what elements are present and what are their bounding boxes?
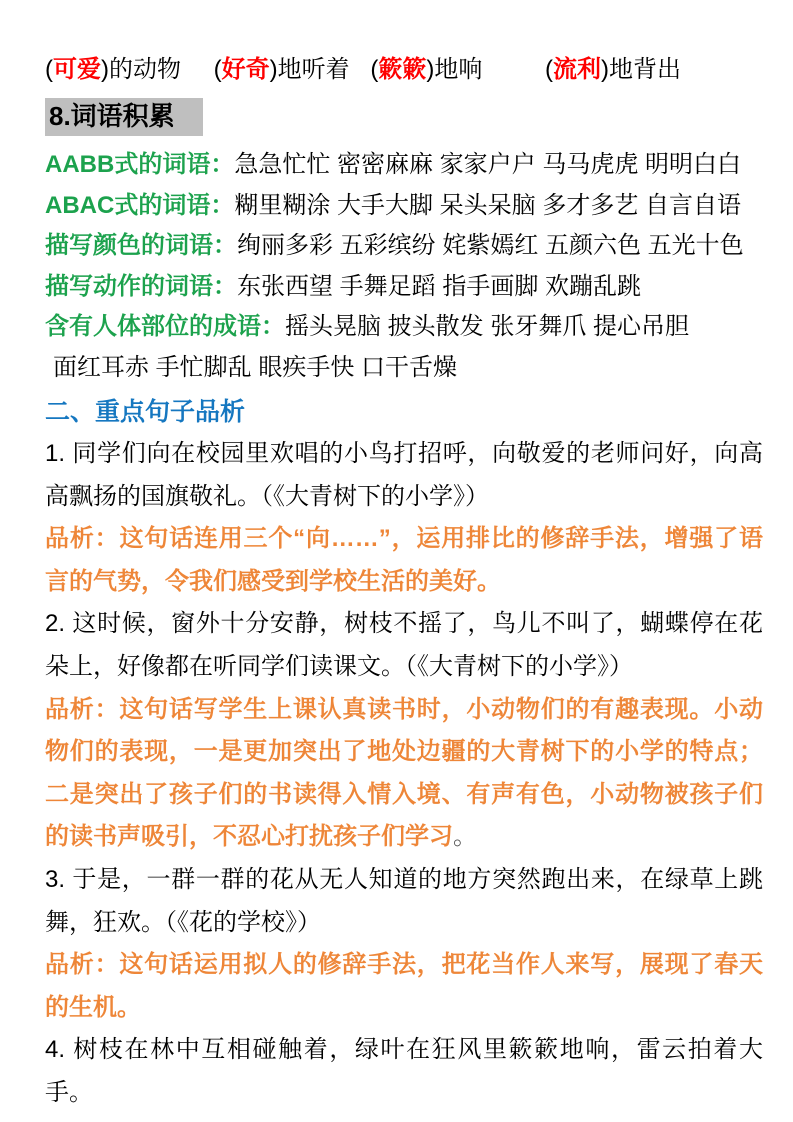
word-list-line-aabb: [45, 145, 763, 186]
fill-blank-item: [545, 52, 681, 88]
fill-blank-item: [45, 52, 181, 88]
word-list-line-colors: [45, 226, 763, 267]
word-list-words: 东张西望 手舞足蹈 指手画脚 欢蹦乱跳: [237, 272, 642, 300]
blank-answer-word: 好奇: [221, 56, 270, 83]
sentence-2: 2. 这时候，窗外十分安静，树枝不摇了，鸟儿不叫了，蝴蝶停在花朵上，好像都在听同学们读课文。（《大青树下的小学》）: [45, 610, 763, 680]
word-list-line-body-parts: [45, 307, 763, 348]
sentence-3: 3. 于是，一群一群的花从无人知道的地方突然跑出来，在绿草上跳舞，狂欢。（《花的学校》）: [45, 865, 763, 936]
word-lists: [45, 145, 763, 388]
word-list-label: 描写颜色的词语：: [45, 232, 237, 259]
paren-open: (: [370, 56, 379, 83]
analysis-1: 品析：这句话连用三个“向……”，运用排比的修辞手法，增强了语言的气势，令我们感受到学校生活的美好。: [45, 525, 763, 595]
paren-open: (: [45, 56, 53, 83]
sentence-1: 1. 同学们向在校园里欢唱的小鸟打招呼，向敬爱的老师问好，向高高飘扬的国旗敬礼。（《大青树下的小学》）: [45, 440, 763, 510]
fill-blank-item: [370, 52, 482, 88]
word-accumulation-heading-row: [45, 98, 763, 136]
sentence-4: 4. 树枝在林中互相碰触着，绿叶在狂风里簌簌地响，雷云拍着大手。: [45, 1036, 763, 1106]
word-list-line-abac: [45, 186, 763, 227]
blank-answer-word: 可爱: [53, 56, 101, 83]
blank-tail: )的动物: [101, 56, 181, 83]
paren-open: (: [545, 56, 554, 83]
analysis-2: [45, 689, 763, 859]
analysis-2-text: 品析：这句话写学生上课认真读书时，小动物们的有趣表现。小动物们的表现，一是更加突出了地处边疆的大青树下的小学的特点；二是突出了孩子们的书读得入情入境、有声有色，小动物被孩子们的读书声吸引，不忍心打扰孩子们学习: [45, 695, 763, 851]
analysis-3: 品析：这句话运用拟人的修辞手法，把花当作人来写，展现了春天的生机。: [45, 951, 763, 1021]
word-list-line-actions: [45, 267, 763, 308]
word-list-words: 摇头晃脑 披头散发 张牙舞爪 提心吊胆: [285, 313, 690, 340]
fill-blank-item: [214, 52, 350, 88]
word-list-label: 含有人体部位的成语：: [45, 313, 285, 340]
word-list-label: AABB式的词语：: [45, 151, 235, 178]
word-accumulation-heading: 8.词语积累: [45, 98, 203, 136]
blank-tail: )地听着: [269, 56, 350, 83]
analysis-2-period: 。: [453, 823, 477, 851]
paren-open: (: [213, 56, 222, 83]
word-list-words: 绚丽多彩 五彩缤纷 姹紫嫣红 五颜六色 五光十色: [237, 232, 744, 259]
word-list-label: ABAC式的词语：: [45, 191, 235, 219]
word-list-label: 描写动作的词语：: [45, 272, 237, 300]
fill-in-blanks-line: [45, 52, 763, 88]
key-sentences-heading: 二、重点句子品析: [45, 398, 246, 426]
word-list-overflow-line: 面红耳赤 手忙脚乱 眼疾手快 口干舌燥: [53, 353, 458, 381]
blank-tail: )地背出: [601, 56, 682, 83]
blank-answer-word: 流利: [553, 56, 602, 83]
word-list-words: 糊里糊涂 大手大脚 呆头呆脑 多才多艺 自言自语: [234, 191, 741, 219]
blank-tail: )地响: [426, 56, 483, 83]
word-list-words: 急急忙忙 密密麻麻 家家户户 马马虎虎 明明白白: [234, 151, 741, 178]
blank-answer-word: 簌簌: [378, 56, 427, 83]
